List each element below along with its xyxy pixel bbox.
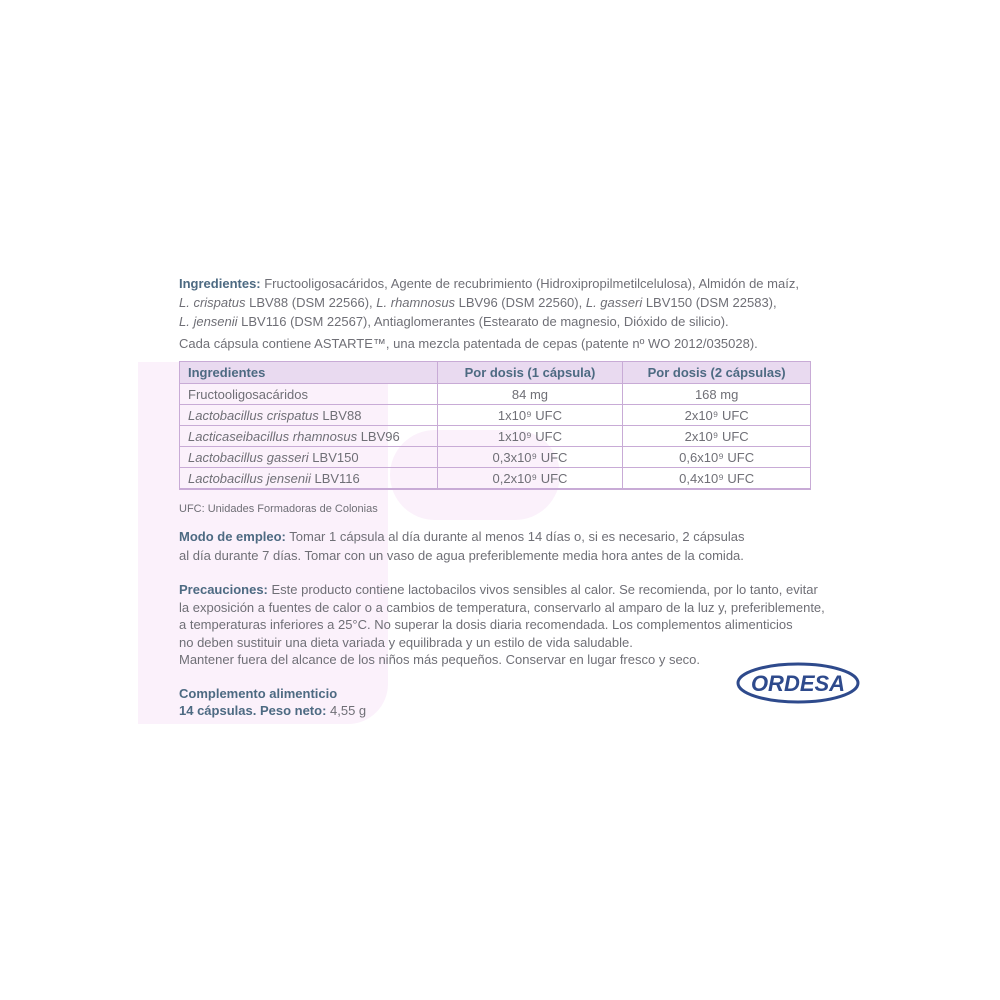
strain-gasseri-code: LBV150 (DSM 22583),	[642, 295, 777, 310]
strain-jensenii-code: LBV116 (DSM 22567), Antiaglomerantes (Estearato de magnesio, Dióxido de silicio).	[237, 314, 729, 329]
dose-1: 1x10⁹ UFC	[437, 426, 623, 447]
precauciones-line2: la exposición a fuentes de calor o a cambios de temperatura, conservarlo al amparo de la luz y, preferiblemente,	[179, 599, 825, 615]
dose-2: 0,6x10⁹ UFC	[623, 447, 811, 468]
ingredients-line1: Fructooligosacáridos, Agente de recubrimiento (Hidroxipropilmetilcelulosa), Almidón de maíz,	[260, 276, 799, 291]
net-weight-label: 14 cápsulas. Peso neto:	[179, 702, 327, 718]
table-header-row	[180, 362, 811, 384]
precauciones-line1: Este producto contiene lactobacilos vivos sensibles al calor. Se recomienda, por lo tanto, evitar	[267, 582, 818, 597]
precauciones-line5: Mantener fuera del alcance de los niños más pequeños. Conservar en lugar fresco y seco.	[179, 652, 701, 667]
table-row	[180, 426, 811, 447]
header-dosis-1: Por dosis (1 cápsula)	[437, 362, 623, 384]
strain-rhamnosus-code: LBV96 (DSM 22560),	[455, 295, 586, 310]
dose-2: 168 mg	[623, 384, 811, 405]
precauciones-line4: no deben sustituir una dieta variada y equilibrada y un estilo de vida saludable.	[179, 634, 633, 650]
strain-jensenii: L. jensenii	[179, 314, 238, 329]
ingredient-name-text: Fructooligosacáridos	[188, 386, 308, 402]
dose-2: 2x10⁹ UFC	[623, 426, 811, 447]
strain-crispatus: L. crispatus	[179, 295, 246, 310]
ingredients-paragraph	[179, 274, 879, 331]
ingredient-name	[180, 384, 438, 405]
precauciones-label: Precauciones:	[179, 582, 268, 597]
modo-empleo-paragraph	[179, 527, 879, 565]
dose-1: 0,3x10⁹ UFC	[437, 447, 623, 468]
ingredient-name	[180, 447, 438, 468]
modo-line1: Tomar 1 cápsula al día durante al menos 14 días o, si es necesario, 2 cápsulas	[285, 529, 745, 544]
precauciones-paragraph	[179, 581, 879, 669]
dose-2: 0,4x10⁹ UFC	[623, 468, 811, 490]
label-content	[179, 274, 879, 719]
ingredient-name	[180, 468, 438, 490]
table-row	[180, 405, 811, 426]
ingredient-name-italic: Lactobacillus jensenii	[188, 470, 311, 486]
ufc-note: UFC: Unidades Formadoras de Colonias	[179, 503, 378, 515]
ingredient-name-italic: Lacticaseibacillus rhamnosus	[188, 428, 358, 444]
strain-rhamnosus: L. rhamnosus	[376, 295, 456, 310]
ingredient-name-text: LBV116	[310, 470, 360, 486]
strain-gasseri: L. gasseri	[585, 295, 643, 310]
table-row	[180, 468, 811, 490]
modo-line2: al día durante 7 días. Tomar con un vaso de agua preferiblemente media hora antes de la comida.	[179, 548, 744, 563]
dose-1: 84 mg	[437, 384, 623, 405]
header-ingredientes: Ingredientes	[180, 362, 438, 384]
precauciones-line3: a temperaturas inferiores a 25°C. No superar la dosis diaria recomendada. Los complementos alimenticios	[179, 617, 793, 632]
astarte-line: Cada cápsula contiene ASTARTE™, una mezcla patentada de cepas (patente nº WO 2012/035028).	[179, 336, 758, 351]
ordesa-logo	[736, 661, 860, 705]
dose-2: 2x10⁹ UFC	[623, 405, 811, 426]
logo-text: ORDESA	[750, 671, 846, 696]
ingredient-name	[180, 426, 438, 447]
strain-crispatus-code: LBV88 (DSM 22566),	[245, 295, 377, 310]
ingredient-name-italic: Lactobacillus crispatus	[188, 407, 319, 423]
ingredient-name-text: LBV150	[308, 449, 359, 465]
ingredient-name-italic: Lactobacillus gasseri	[188, 449, 309, 465]
product-type: Complemento alimenticio	[179, 685, 338, 701]
net-weight-value: 4,55 g	[326, 702, 367, 718]
dose-1: 1x10⁹ UFC	[437, 405, 623, 426]
dose-1: 0,2x10⁹ UFC	[437, 468, 623, 490]
header-dosis-2: Por dosis (2 cápsulas)	[623, 362, 811, 384]
ingredient-name-text: LBV96	[357, 428, 400, 444]
table-row	[180, 384, 811, 405]
ingredient-name	[180, 405, 438, 426]
table-row	[180, 447, 811, 468]
ingredient-name-text: LBV88	[318, 407, 362, 423]
ingredients-label: Ingredientes:	[179, 276, 261, 291]
ingredients-table	[179, 361, 811, 490]
modo-empleo-label: Modo de empleo:	[179, 529, 286, 544]
